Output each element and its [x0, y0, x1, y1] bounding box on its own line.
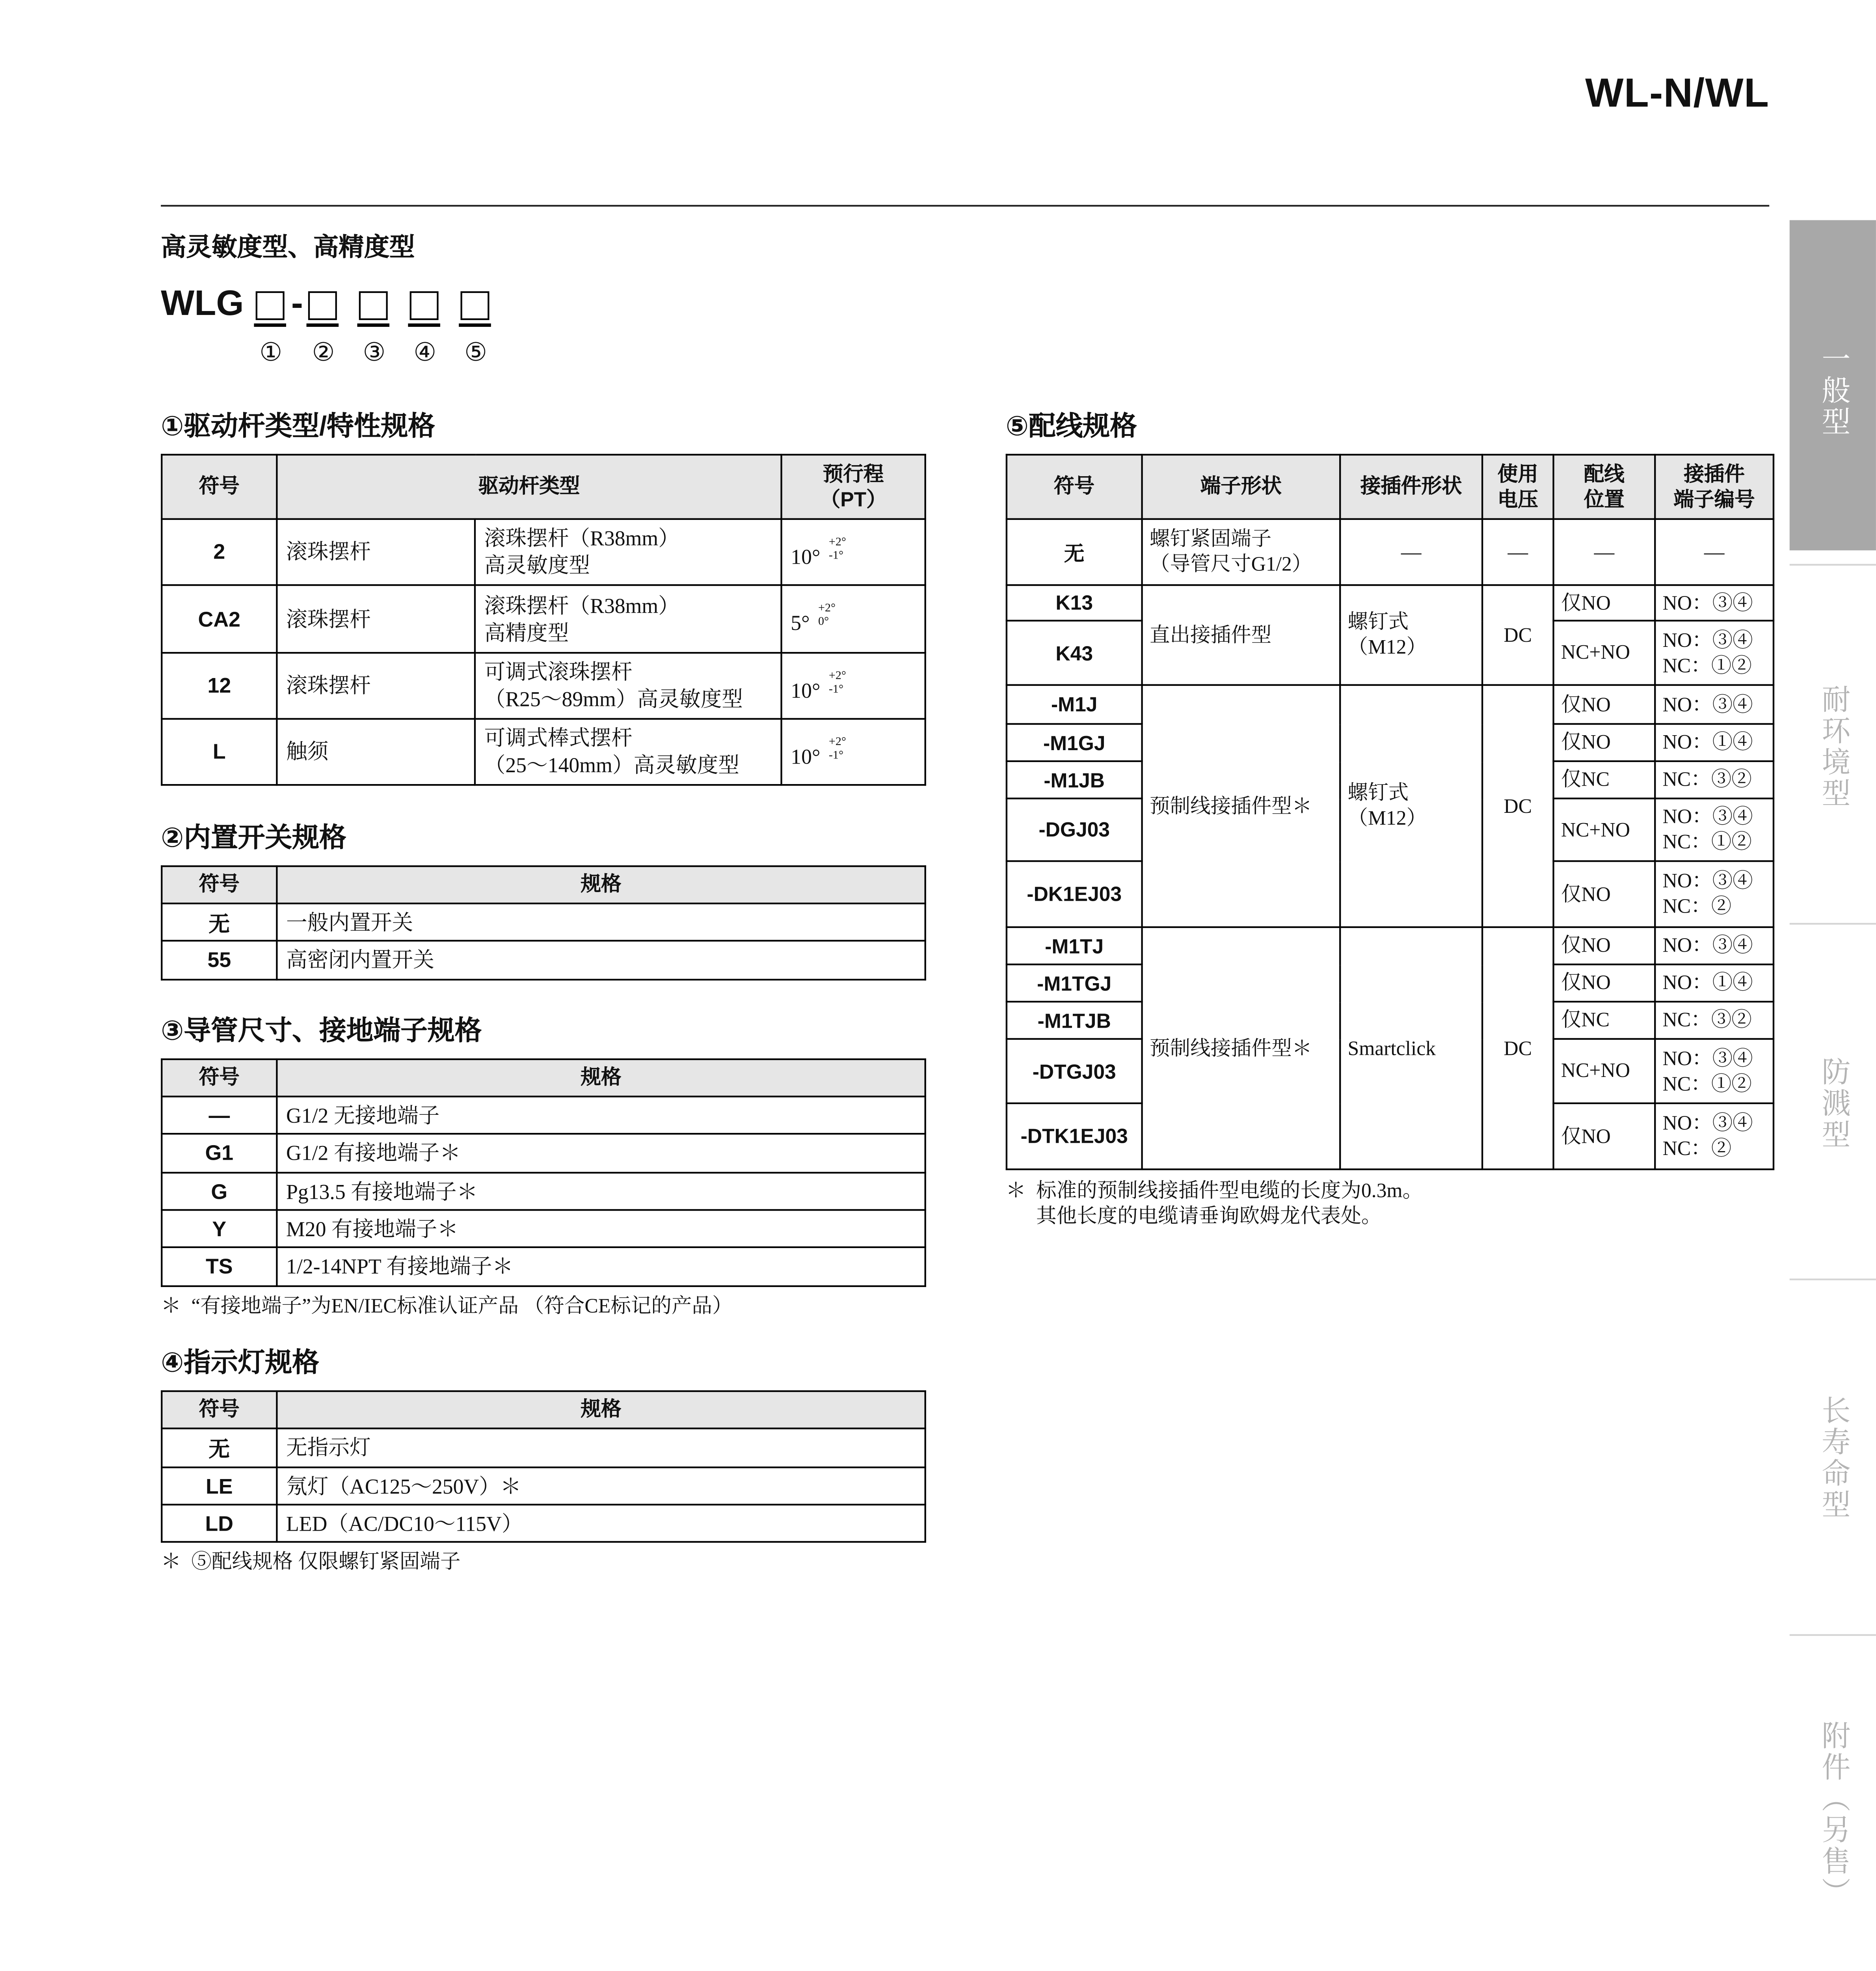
header-pretravel: 预行程 （PT） [782, 455, 925, 519]
pin-cell: NO：③④ NC：② [1655, 1103, 1774, 1170]
spec-cell: 高密闭内置开关 [277, 941, 925, 980]
table-row [162, 1097, 925, 1134]
conduit-heading: ③导管尺寸、接地端子规格 [161, 1017, 482, 1047]
pin-cell: NO：③④ NC：①② [1655, 799, 1774, 861]
position-cell: NC+NO [1553, 1039, 1655, 1103]
code-cell: G1 [162, 1134, 277, 1173]
actuator-type-cell: 滚珠摆杆 [277, 519, 475, 585]
model-dash: - [291, 284, 303, 324]
tab-label: 防溅型 [1816, 1056, 1849, 1151]
header-code: 符号 [162, 866, 277, 904]
actuator-desc-cell: 滚珠摆杆（R38mm） 高灵敏度型 [475, 519, 782, 585]
code-cell: G [162, 1173, 277, 1210]
code-cell: 2 [162, 519, 277, 585]
spec-cell: M20 有接地端子＊ [277, 1210, 925, 1247]
table-row [162, 719, 925, 785]
terminal-cell: 预制线接插件型＊ [1142, 685, 1340, 927]
pretravel-value: 10° [791, 744, 821, 768]
wiring-footnote [1006, 1179, 1423, 1230]
terminal-cell: 直出接插件型 [1142, 585, 1340, 685]
table-header-row [162, 455, 925, 519]
position-label-2: ② [312, 339, 335, 368]
position-cell: 仅NO [1553, 965, 1655, 1002]
pretravel-cell [782, 519, 925, 585]
footnote-text: “有接地端子”为EN/IEC标准认证产品 （符合CE标记的产品） [191, 1294, 733, 1318]
tolerance-plus: +2° [828, 668, 846, 682]
position-cell: 仅NO [1553, 927, 1655, 965]
actuator-heading: ①驱动杆类型/特性规格 [161, 413, 436, 442]
code-cell: LD [162, 1505, 277, 1542]
spec-cell: 氖灯（AC125～250V）＊ [277, 1467, 925, 1505]
connector-cell: 螺钉式 （M12） [1340, 585, 1482, 685]
tab-label: 长寿命型 [1816, 1395, 1849, 1521]
terminal-cell: 预制线接插件型＊ [1142, 927, 1340, 1169]
table-row [162, 1134, 925, 1173]
position-cell: NC+NO [1553, 799, 1655, 861]
header-pin: 接插件 端子编号 [1655, 455, 1774, 519]
code-cell: — [162, 1097, 277, 1134]
position-cell: 仅NO [1553, 585, 1655, 620]
voltage-cell: DC [1482, 927, 1553, 1169]
pin-cell: NO：①④ [1655, 965, 1774, 1002]
pin-cell: NO：③④ [1655, 685, 1774, 724]
option-box-5 [460, 291, 489, 320]
table-row [1007, 519, 1774, 585]
table-row [162, 1173, 925, 1210]
position-cell: 仅NO [1553, 724, 1655, 761]
code-cell: TS [162, 1247, 277, 1286]
position-cell: 仅NO [1553, 1103, 1655, 1170]
pretravel-value: 10° [791, 678, 821, 702]
connector-cell: 螺钉式 （M12） [1340, 685, 1482, 927]
table-header-row [162, 1059, 925, 1097]
code-cell: 无 [162, 1429, 277, 1468]
position-cell: 仅NC [1553, 761, 1655, 799]
pretravel-tolerance [829, 534, 846, 561]
option-box-2 [308, 291, 337, 320]
position-label-1: ① [259, 339, 283, 368]
wiring-heading: ⑤配线规格 [1005, 413, 1137, 442]
position-cell: NC+NO [1553, 620, 1655, 685]
footnote-mark: ＊ [161, 1549, 181, 1573]
code-cell: -DGJ03 [1007, 799, 1142, 861]
connector-cell: — [1340, 519, 1482, 585]
tab-accessories[interactable] [1790, 1634, 1876, 1971]
code-cell: -DTK1EJ03 [1007, 1103, 1142, 1170]
series-title: WL-N/WL [1585, 71, 1770, 117]
tolerance-plus: +2° [828, 534, 846, 548]
spec-cell: Pg13.5 有接地端子＊ [277, 1173, 925, 1210]
position-cell: 仅NO [1553, 685, 1655, 724]
pin-cell: NO：③④ NC：①② [1655, 1039, 1774, 1103]
footnote-text: ⑤配线规格 仅限螺钉紧固端子 [191, 1549, 461, 1573]
pin-cell: NO：③④ NC：①② [1655, 620, 1774, 685]
conduit-footnote [161, 1294, 733, 1319]
table-row [162, 1505, 925, 1542]
code-cell: K43 [1007, 620, 1142, 685]
model-prefix: WLG [161, 284, 244, 324]
table-row [162, 1247, 925, 1286]
header-connector: 接插件形状 [1340, 455, 1482, 519]
option-box-3 [359, 291, 388, 320]
spec-cell: G1/2 无接地端子 [277, 1097, 925, 1134]
spec-cell: G1/2 有接地端子＊ [277, 1134, 925, 1173]
voltage-cell: — [1482, 519, 1553, 585]
tolerance-plus: +2° [818, 601, 836, 615]
page-subtitle: 高灵敏度型、高精度型 [161, 233, 415, 263]
pretravel-tolerance [829, 734, 846, 761]
option-box-1 [256, 291, 285, 320]
actuator-desc-cell: 可调式滚珠摆杆 （R25～89mm）高灵敏度型 [475, 653, 782, 719]
spec-cell: 无指示灯 [277, 1429, 925, 1468]
actuator-desc-cell: 滚珠摆杆（R38mm） 高精度型 [475, 585, 782, 653]
spec-cell: 一般内置开关 [277, 904, 925, 941]
tab-label: 附件（另售） [1816, 1720, 1849, 1909]
tolerance-minus: 0° [818, 615, 829, 628]
spec-cell: 1/2-14NPT 有接地端子＊ [277, 1247, 925, 1286]
table-row [1007, 685, 1774, 724]
header-position: 配线 位置 [1553, 455, 1655, 519]
connector-cell: Smartclick [1340, 927, 1482, 1169]
tolerance-plus: +2° [828, 734, 846, 748]
actuator-table [161, 454, 926, 786]
code-cell: CA2 [162, 585, 277, 653]
code-cell: 55 [162, 941, 277, 980]
indicator-table [161, 1390, 926, 1543]
position-cell: — [1553, 519, 1655, 585]
actuator-type-cell: 触须 [277, 719, 475, 785]
conduit-table [161, 1058, 926, 1287]
code-cell: -M1GJ [1007, 724, 1142, 761]
voltage-cell: DC [1482, 685, 1553, 927]
code-cell: 12 [162, 653, 277, 719]
header-spec: 规格 [277, 1391, 925, 1429]
table-row [162, 519, 925, 585]
code-cell: LE [162, 1467, 277, 1505]
position-label-5: ⑤ [464, 339, 488, 368]
header-spec: 规格 [277, 866, 925, 904]
table-row [162, 585, 925, 653]
switch-heading: ②内置开关规格 [161, 825, 346, 854]
actuator-type-cell: 滚珠摆杆 [277, 653, 475, 719]
code-cell: -M1TJ [1007, 927, 1142, 965]
table-row [162, 1467, 925, 1505]
footnote-mark: ＊ [1005, 1178, 1026, 1203]
table-header-row [1007, 455, 1774, 519]
pin-cell: NC：③② [1655, 1002, 1774, 1039]
spec-cell: LED（AC/DC10～115V） [277, 1505, 925, 1542]
position-label-4: ④ [413, 339, 437, 368]
header-code: 符号 [162, 1391, 277, 1429]
pin-cell: NO：③④ NC：② [1655, 861, 1774, 927]
switch-table [161, 865, 926, 980]
tab-long-life[interactable] [1790, 1278, 1876, 1634]
footnote-mark: ＊ [161, 1294, 181, 1318]
code-cell: -M1TJB [1007, 1002, 1142, 1039]
table-header-row [162, 866, 925, 904]
pin-cell: — [1655, 519, 1774, 585]
pin-cell: NO：①④ [1655, 724, 1774, 761]
tab-general[interactable] [1790, 220, 1876, 550]
header-voltage: 使用 电压 [1482, 455, 1553, 519]
header-actuator-type: 驱动杆类型 [277, 455, 781, 519]
pretravel-cell [782, 719, 925, 785]
pin-cell: NO：③④ [1655, 927, 1774, 965]
actuator-desc-cell: 可调式棒式摆杆 （25～140mm）高灵敏度型 [475, 719, 782, 785]
actuator-type-cell: 滚珠摆杆 [277, 585, 475, 653]
tab-splash-proof[interactable] [1790, 923, 1876, 1278]
table-row [162, 904, 925, 941]
position-cell: 仅NC [1553, 1002, 1655, 1039]
table-row [1007, 927, 1774, 965]
indicator-footnote [161, 1550, 460, 1575]
tab-label: 耐环境型 [1816, 684, 1849, 810]
code-cell: 无 [162, 904, 277, 941]
pretravel-cell [782, 653, 925, 719]
code-cell: -M1J [1007, 685, 1142, 724]
header-code: 符号 [162, 1059, 277, 1097]
tolerance-minus: -1° [828, 682, 844, 695]
code-cell: L [162, 719, 277, 785]
indicator-heading: ④指示灯规格 [161, 1349, 320, 1379]
code-cell: -M1TGJ [1007, 965, 1142, 1002]
position-label-3: ③ [363, 339, 386, 368]
table-row [162, 941, 925, 980]
table-row [162, 653, 925, 719]
table-row [1007, 585, 1774, 620]
pretravel-value: 10° [791, 544, 821, 568]
terminal-cell: 螺钉紧固端子 （导管尺寸G1/2） [1142, 519, 1340, 585]
position-cell: 仅NO [1553, 861, 1655, 927]
header-terminal: 端子形状 [1142, 455, 1340, 519]
pretravel-cell [782, 585, 925, 653]
code-cell: -M1JB [1007, 761, 1142, 799]
voltage-cell: DC [1482, 585, 1553, 685]
header-rule [161, 205, 1769, 207]
footnote-text-line2: 其他长度的电缆请垂询欧姆龙代表处。 [1036, 1204, 1382, 1228]
tab-label: 一般型 [1816, 344, 1849, 438]
pretravel-value: 5° [791, 611, 810, 635]
code-cell: -DTGJ03 [1007, 1039, 1142, 1103]
code-cell: 无 [1007, 519, 1142, 585]
table-row [162, 1210, 925, 1247]
table-header-row [162, 1391, 925, 1429]
tab-environment-resistant[interactable] [1790, 564, 1876, 923]
footnote-text: 标准的预制线接插件型电缆的长度为0.3m。 [1036, 1178, 1423, 1203]
pin-cell: NC：③② [1655, 761, 1774, 799]
header-spec: 规格 [277, 1059, 925, 1097]
option-box-4 [410, 291, 439, 320]
wiring-table [1006, 454, 1774, 1170]
header-code: 符号 [162, 455, 277, 519]
tolerance-minus: -1° [828, 747, 844, 762]
table-row [162, 1429, 925, 1468]
pretravel-tolerance [829, 668, 846, 695]
tolerance-minus: -1° [828, 548, 844, 562]
code-cell: -DK1EJ03 [1007, 861, 1142, 927]
code-cell: Y [162, 1210, 277, 1247]
code-cell: K13 [1007, 585, 1142, 620]
pin-cell: NO：③④ [1655, 585, 1774, 620]
header-code: 符号 [1007, 455, 1142, 519]
pretravel-tolerance [818, 601, 836, 628]
